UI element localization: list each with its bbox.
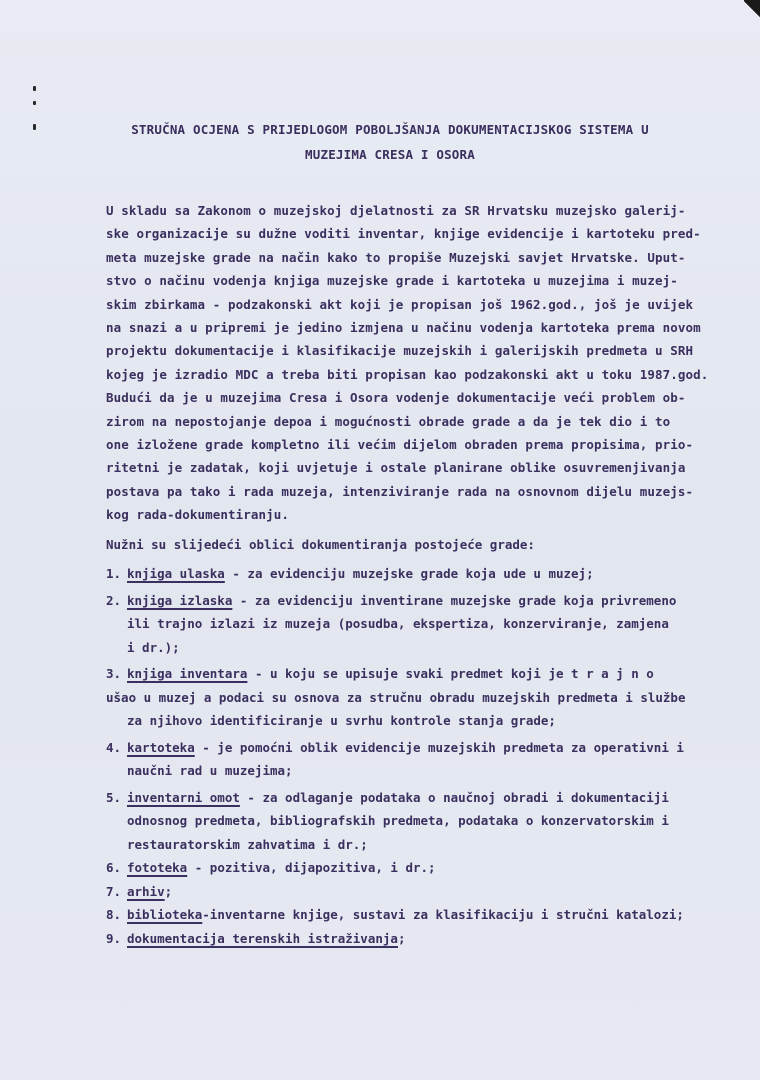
item-text: ; <box>164 883 173 899</box>
punch-mark <box>33 124 36 130</box>
punch-mark <box>33 101 36 105</box>
list-item <box>106 856 716 880</box>
item-continuation: ili trajno izlazi iz muzeja (posudba, ekspertiza, konzerviranje, zamjena <box>127 616 669 631</box>
item-number: 2. <box>106 592 122 608</box>
item-text: -inventarne knjige, sustavi za klasifikaciju i stručni katalozi; <box>202 907 684 922</box>
paragraph-line: zirom na nepostojanje depoa i mogućnosti obrade grade a da je tek dio i to <box>106 413 671 429</box>
documentation-forms-list <box>106 562 716 950</box>
item-continuation: i dr.); <box>127 639 180 655</box>
item-term: knjiga inventara <box>127 666 248 681</box>
item-continuation: restauratorskim zahvatima i dr.; <box>127 836 368 852</box>
document-title <box>60 117 720 167</box>
paragraph-line: ritetni je zadatak, koji uvjetuje i ostale planirane oblike osuvremenjivanja <box>106 460 686 476</box>
paragraph-line: ske organizacije su dužne voditi inventar, knjige evidencije i kartoteku pred- <box>106 226 701 242</box>
paragraph-line: U skladu sa Zakonom o muzejskoj djelatnosti za SR Hrvatsku muzejsko galerij- <box>106 203 686 218</box>
page-corner-shadow <box>744 0 760 22</box>
paragraph-line: meta muzejske grade na način kako to propiše Muzejski savjet Hrvatske. Uput- <box>106 249 686 265</box>
item-term: arhiv <box>127 883 165 899</box>
item-term: knjiga ulaska <box>127 566 225 581</box>
list-item <box>106 736 716 783</box>
item-text: ; <box>397 930 406 946</box>
item-continuation: za njihovo identificiranje u svrhu kontrole stanja grade; <box>127 713 556 728</box>
item-number: 4. <box>106 739 122 755</box>
paragraph-line: one izložene grade kompletno ili većim dijelom obraden prema propisima, prio- <box>106 437 694 453</box>
list-item <box>106 662 716 733</box>
item-term: biblioteka <box>127 907 203 922</box>
paragraph-line: projektu dokumentacije i klasifikacije muzejskih i galerijskih predmeta u SRH <box>106 343 694 359</box>
paragraph-line: na snazi a u pripremi je jedino izmjena u načinu vodenja kartoteka prema novom <box>106 320 701 336</box>
item-number: 3. <box>106 666 122 681</box>
title-line: MUZEJIMA CRESA I OSORA <box>305 147 475 162</box>
list-item <box>106 562 716 586</box>
item-continuation: ušao u muzej a podaci su osnova za stručnu obradu muzejskih predmeta i službe <box>106 689 686 705</box>
list-item <box>106 786 716 857</box>
list-intro: Nužni su slijedeći oblici dokumentiranja postojeće grade: <box>106 537 535 552</box>
item-text: - za odlaganje podataka o naučnoj obradi i dokumentaciji <box>239 789 669 805</box>
item-continuation: odnosnog predmeta, bibliografskih predmeta, podataka o konzervatorskim i <box>127 813 669 828</box>
item-number: 7. <box>106 883 122 899</box>
item-term: inventarni omot <box>127 789 240 805</box>
paragraph-line: Budući da je u muzejima Cresa i Osora vodenje dokumentacije veći problem ob- <box>106 390 686 406</box>
item-text: - za evidenciju muzejske grade koja ude u muzej; <box>224 566 594 581</box>
item-number: 1. <box>106 566 122 581</box>
title-line: STRUČNA OCJENA S PRIJEDLOGOM POBOLJŠANJA DOKUMENTACIJSKOG SISTEMA U <box>131 122 649 137</box>
list-item <box>106 927 716 951</box>
item-term: fototeka <box>127 860 188 875</box>
item-number: 8. <box>106 907 122 922</box>
item-continuation: naučni rad u muzejima; <box>127 763 293 778</box>
paragraph-line: postava pa tako i rada muzeja, intenziviranje rada na osnovnom dijelu muzejs- <box>106 483 694 499</box>
item-term: kartoteka <box>127 739 195 755</box>
list-item <box>106 589 716 660</box>
item-text: - je pomoćni oblik evidencije muzejskih predmeta za operativni i <box>194 739 684 755</box>
item-number: 6. <box>106 860 122 875</box>
item-text: - za evidenciju inventirane muzejske grade koja privremeno <box>232 592 677 608</box>
punch-mark <box>33 86 36 91</box>
item-number: 9. <box>106 930 122 946</box>
item-term: knjiga izlaska <box>127 592 233 608</box>
item-text: - pozitiva, dijapozitiva, i dr.; <box>187 860 436 875</box>
paragraph-line: stvo o načinu vodenja knjiga muzejske grade i kartoteka u muzejima i muzej- <box>106 273 678 289</box>
body-paragraph <box>106 199 709 527</box>
paragraph-line: skim zbirkama - podzakonski akt koji je propisan još 1962.god., još je uvijek <box>106 296 694 312</box>
list-item <box>106 880 716 904</box>
list-item <box>106 903 716 927</box>
paragraph-line: kojeg je izradio MDC a treba biti propisan kao podzakonski akt u toku 1987.god. <box>106 366 709 382</box>
paragraph-line: kog rada-dokumentiranju. <box>106 507 290 523</box>
item-text: - u koju se upisuje svaki predmet koji je t r a j n o <box>247 666 654 681</box>
item-number: 5. <box>106 789 122 805</box>
item-term: dokumentacija terenskih istraživanja <box>127 930 398 946</box>
